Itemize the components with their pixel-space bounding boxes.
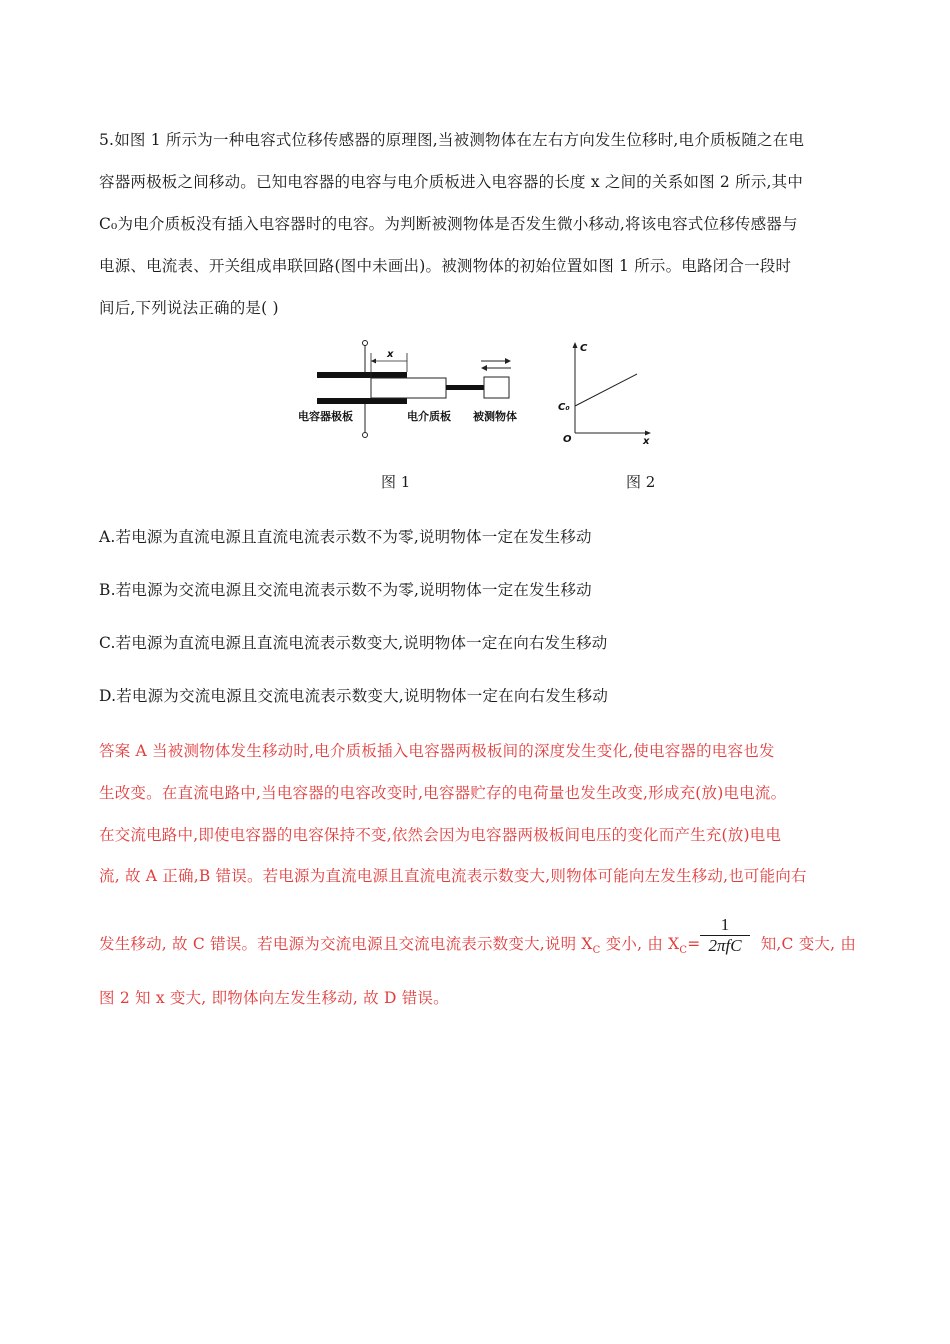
answer-line-5-end: 知,C 变大, 由	[760, 935, 857, 953]
dielectric-slab	[371, 378, 446, 398]
right-arrow-icon	[505, 358, 511, 364]
question-line-4: 电源、电流表、开关组成串联回路(图中未画出)。被测物体的初始位置如图 1 所示。电路闭合一段时	[99, 257, 792, 275]
capacitor-lower-plate	[317, 398, 407, 404]
x-axis-label: x	[643, 436, 650, 447]
answer-line-4: 流, 故 A 正确,B 错误。若电源为直流电源且直流电流表示数变大,则物体可能向左发生移动,也可能向右	[99, 867, 807, 885]
connecting-rod	[446, 385, 484, 390]
answer-line-2: 生改变。在直流电路中,当电容器的电容改变时,电容器贮存的电荷量也发生改变,形成充(放)电电流。	[99, 784, 787, 802]
option-c: C.若电源为直流电源且直流电流表示数变大,说明物体一定在向右发生移动	[99, 634, 608, 652]
capacitor-upper-plate	[317, 372, 407, 378]
option-a: A.若电源为直流电源且直流电流表示数不为零,说明物体一定在发生移动	[99, 528, 592, 546]
measured-object-box	[484, 377, 509, 398]
xc-subscript-2: C	[679, 945, 688, 957]
option-b: B.若电源为交流电源且交流电流表示数不为零,说明物体一定在发生移动	[99, 581, 592, 599]
answer-line-5-middle: 变小, 由 X	[605, 935, 680, 953]
option-d: D.若电源为交流电源且交流电流表示数变大,说明物体一定在向右发生移动	[99, 687, 609, 705]
answer-line-5-start: 发生移动, 故 C 错误。若电源为交流电源且交流电流表示数变大,说明 X	[99, 935, 593, 953]
answer-line-3: 在交流电路中,即使电容器的电容保持不变,依然会因为电容器两极板间电压的变化而产生充(放)电电	[99, 826, 782, 844]
label-dielectric: 电介质板	[407, 410, 451, 423]
impedance-fraction	[700, 916, 750, 955]
top-terminal	[363, 341, 368, 346]
origin-label: O	[563, 434, 572, 445]
figure-1-caption: 图 1	[381, 473, 411, 491]
answer-line-6: 图 2 知 x 变大, 即物体向左发生移动, 故 D 错误。	[99, 989, 449, 1007]
y-axis-label: C	[580, 343, 588, 354]
figure-2-graph	[555, 338, 665, 448]
y-axis-arrow-icon	[573, 342, 578, 348]
label-capacitor-plate: 电容器极板	[298, 410, 353, 423]
c0-label: C₀	[558, 402, 570, 413]
x-axis-arrow-icon	[645, 431, 651, 436]
bottom-terminal	[363, 433, 368, 438]
figure-2-caption: 图 2	[626, 473, 656, 491]
fraction-numerator: 1	[720, 915, 730, 934]
answer-line-1: 答案 A 当被测物体发生移动时,电介质板插入电容器两极板间的深度发生变化,使电容器的电容也发	[99, 742, 775, 760]
fraction-denominator: 2πfC	[708, 936, 742, 955]
question-line-5: 间后,下列说法正确的是( )	[99, 299, 279, 317]
equals-sign: =	[687, 935, 701, 953]
x-dimension-label: x	[387, 349, 394, 360]
question-line-3: C₀为电介质板没有插入电容器时的电容。为判断被测物体是否发生微小移动,将该电容式位移传感器与	[99, 215, 798, 233]
question-line-1: 5.如图 1 所示为一种电容式位移传感器的原理图,当被测物体在左右方向发生位移时,电介质板随之在电	[99, 131, 805, 149]
question-line-2: 容器两极板之间移动。已知电容器的电容与电介质板进入电容器的长度 x 之间的关系如图 2 所示,其中	[99, 173, 804, 191]
c-vs-x-line	[575, 374, 637, 406]
label-measured-object: 被测物体	[473, 410, 517, 423]
figure-1-diagram	[295, 335, 535, 445]
xc-subscript-1: C	[592, 945, 601, 957]
left-arrow-icon	[481, 365, 487, 371]
